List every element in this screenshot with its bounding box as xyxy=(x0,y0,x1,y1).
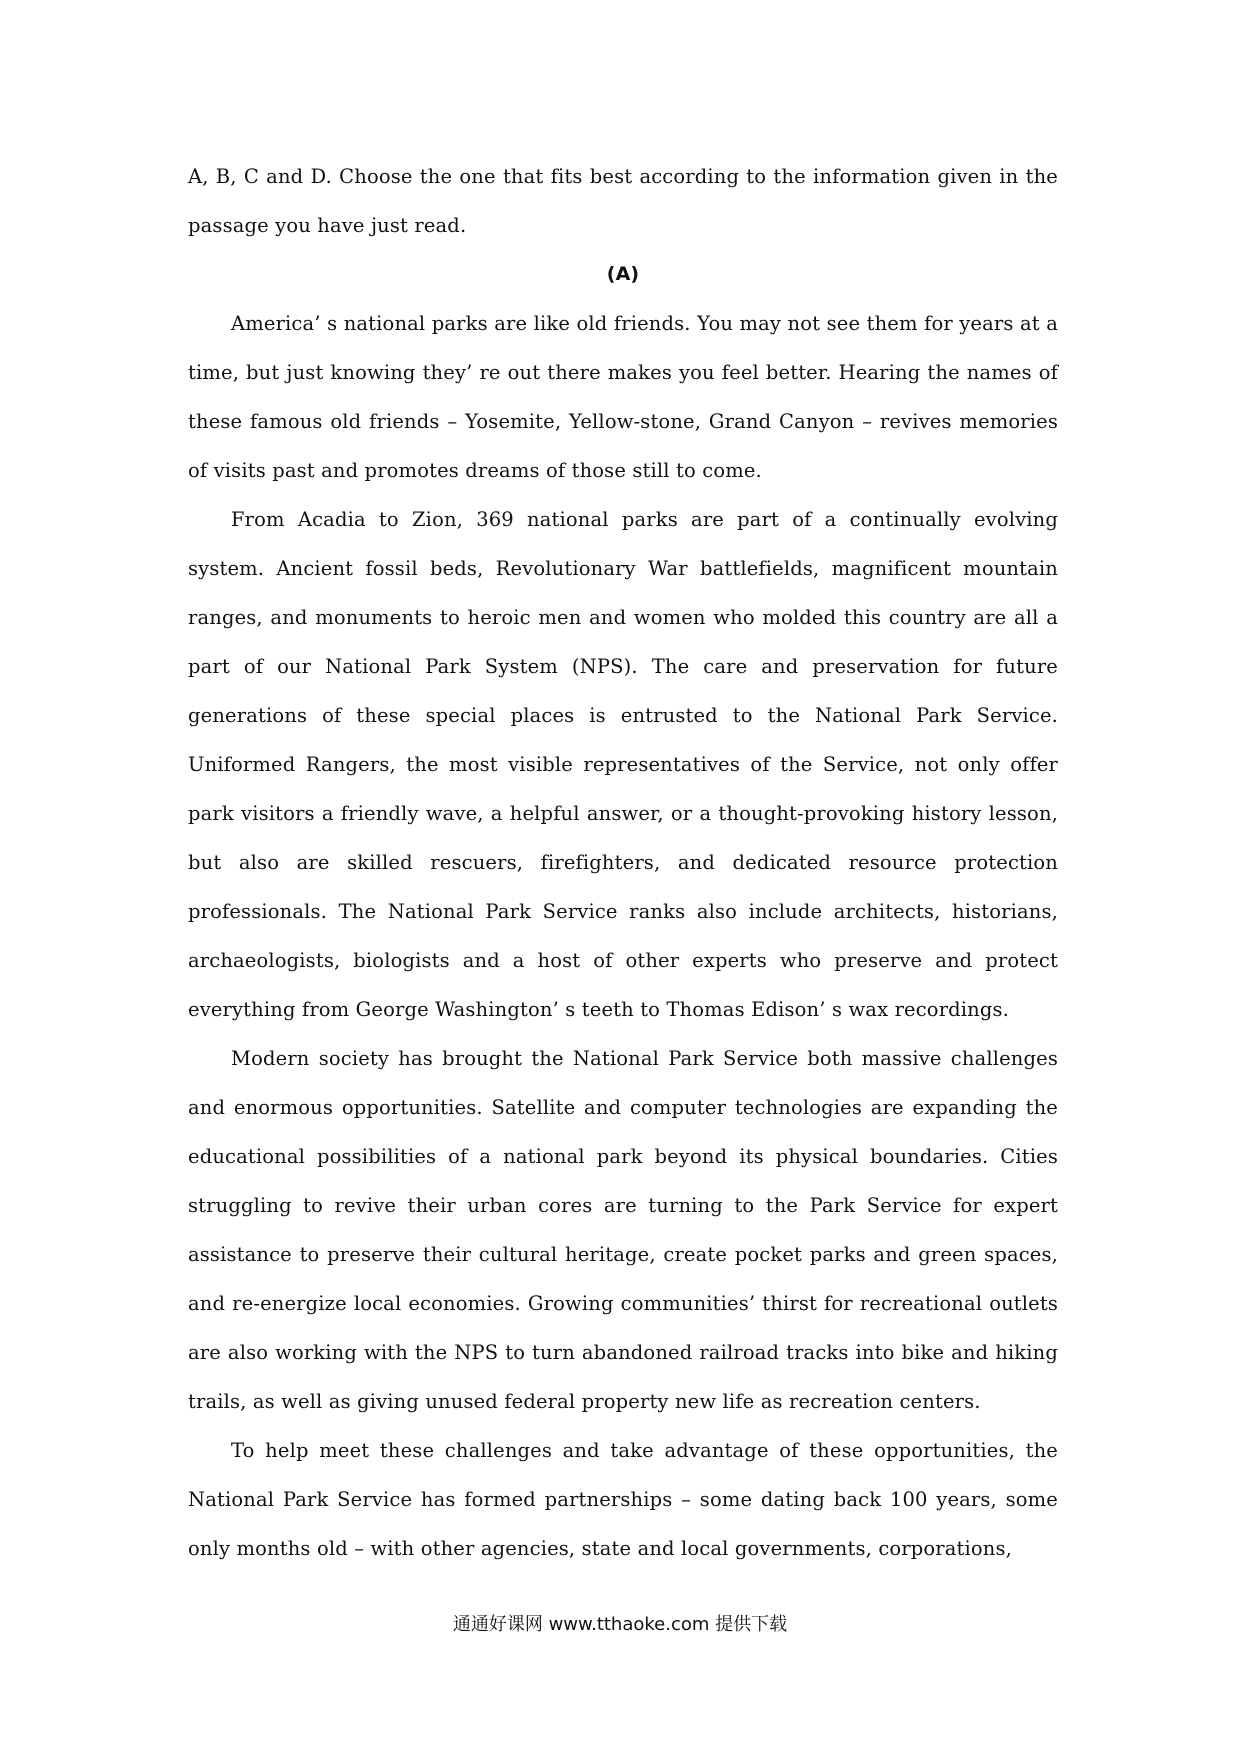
page-footer: 通通好课网 www.tthaoke.com 提供下载 xyxy=(452,1614,788,1635)
paragraph-4: To help meet these challenges and take advantage of these opportunities, the National Park Service has formed partnerships – some dating back 100 years, some only months old – with other agencies, state and local governments, corporations, xyxy=(188,1439,1058,1560)
passage-content xyxy=(188,152,1058,1573)
paragraph-1: America’ s national parks are like old friends. You may not see them for years at a time, but just knowing they’ re out there makes you feel better. Hearing the names of these famous old friends – Yosemite, Yellow-stone, Grand Canyon – revives memories of visits past and promotes dreams of those still to come. xyxy=(188,312,1058,482)
section-title: (A) xyxy=(606,263,640,285)
paragraph-3: Modern society has brought the National Park Service both massive challenges and enormous opportunities. Satellite and computer technologies are expanding the educational possibilities of a national park beyond its physical boundaries. Cities struggling to revive their urban cores are turning to the Park Service for expert assistance to preserve their cultural heritage, create pocket parks and green spaces, and re-energize local economies. Growing communities’ thirst for recreational outlets are also working with the NPS to turn abandoned railroad tracks into bike and hiking trails, as well as giving unused federal property new life as recreation centers. xyxy=(188,1047,1058,1413)
paragraph-2: From Acadia to Zion, 369 national parks are part of a continually evolving system. Ancient fossil beds, Revolutionary War battlefields, magnificent mountain ranges, and monuments to heroic men and women who molded this country are all a part of our National Park System (NPS). The care and preservation for future generations of these special places is entrusted to the National Park Service. Uniformed Rangers, the most visible representatives of the Service, not only offer park visitors a friendly wave, a helpful answer, or a thought-provoking history lesson, but also are skilled rescuers, firefighters, and dedicated resource protection professionals. The National Park Service ranks also include architects, historians, archaeologists, biologists and a host of other experts who preserve and protect everything from George Washington’ s teeth to Thomas Edison’ s wax recordings. xyxy=(188,508,1058,1021)
instructions-text: A, B, C and D. Choose the one that fits best according to the information given in the passage you have just read. xyxy=(188,165,1058,237)
